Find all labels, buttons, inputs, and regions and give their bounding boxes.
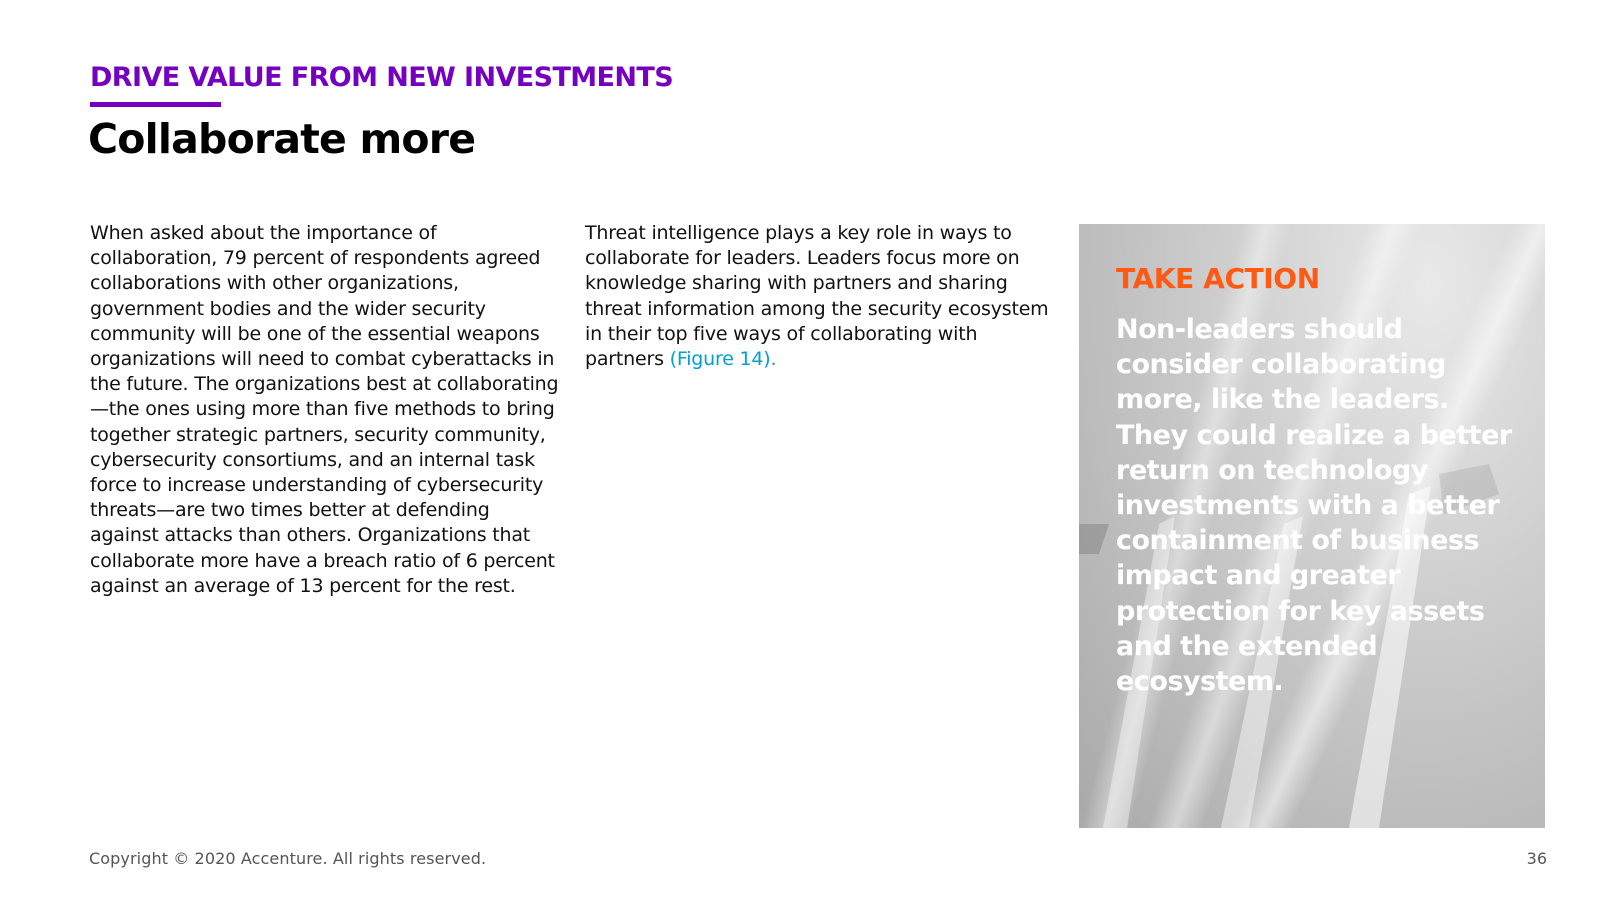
body-column-2 [585,221,1055,372]
take-action-text: Non-leaders should consider collaborating more, like the leaders. They could realize a better return on technology investments with a better containment of business impact and greater protection for key assets and the extended ecosystem. [1116,314,1512,698]
figure-14-link[interactable]: (Figure 14). [669,348,777,371]
copyright-footer: Copyright © 2020 Accenture. All rights reserved. [89,849,487,868]
page-title: Collaborate more [88,115,476,163]
body-column-2-text: Threat intelligence plays a key role in ways to collaborate for leaders. Leaders focus more on knowledge sharing with partners and sharing threat information among the security ecosystem in their top five ways of collaborating with partners [585,222,1049,371]
kicker-underline [90,102,221,107]
body-column-1: When asked about the importance of collaboration, 79 percent of respondents agreed collaborations with other organizations, government bodies and the wider security community will be one of the essential weapons organizations will need to combat cyberattacks in the future. The organizations best at collaborating—the ones using more than five methods to bring together strategic partners, security community, cybersecurity consortiums, and an internal task force to increase understanding of cybersecurity threats—are two times better at defending against attacks than others. Organizations that collaborate more have a breach ratio of 6 percent against an average of 13 percent for the rest. [90,222,559,597]
page-number: 36 [1526,849,1547,868]
section-kicker: DRIVE VALUE FROM NEW INVESTMENTS [90,62,674,93]
take-action-panel [1079,224,1545,828]
take-action-label: TAKE ACTION [1116,262,1320,295]
